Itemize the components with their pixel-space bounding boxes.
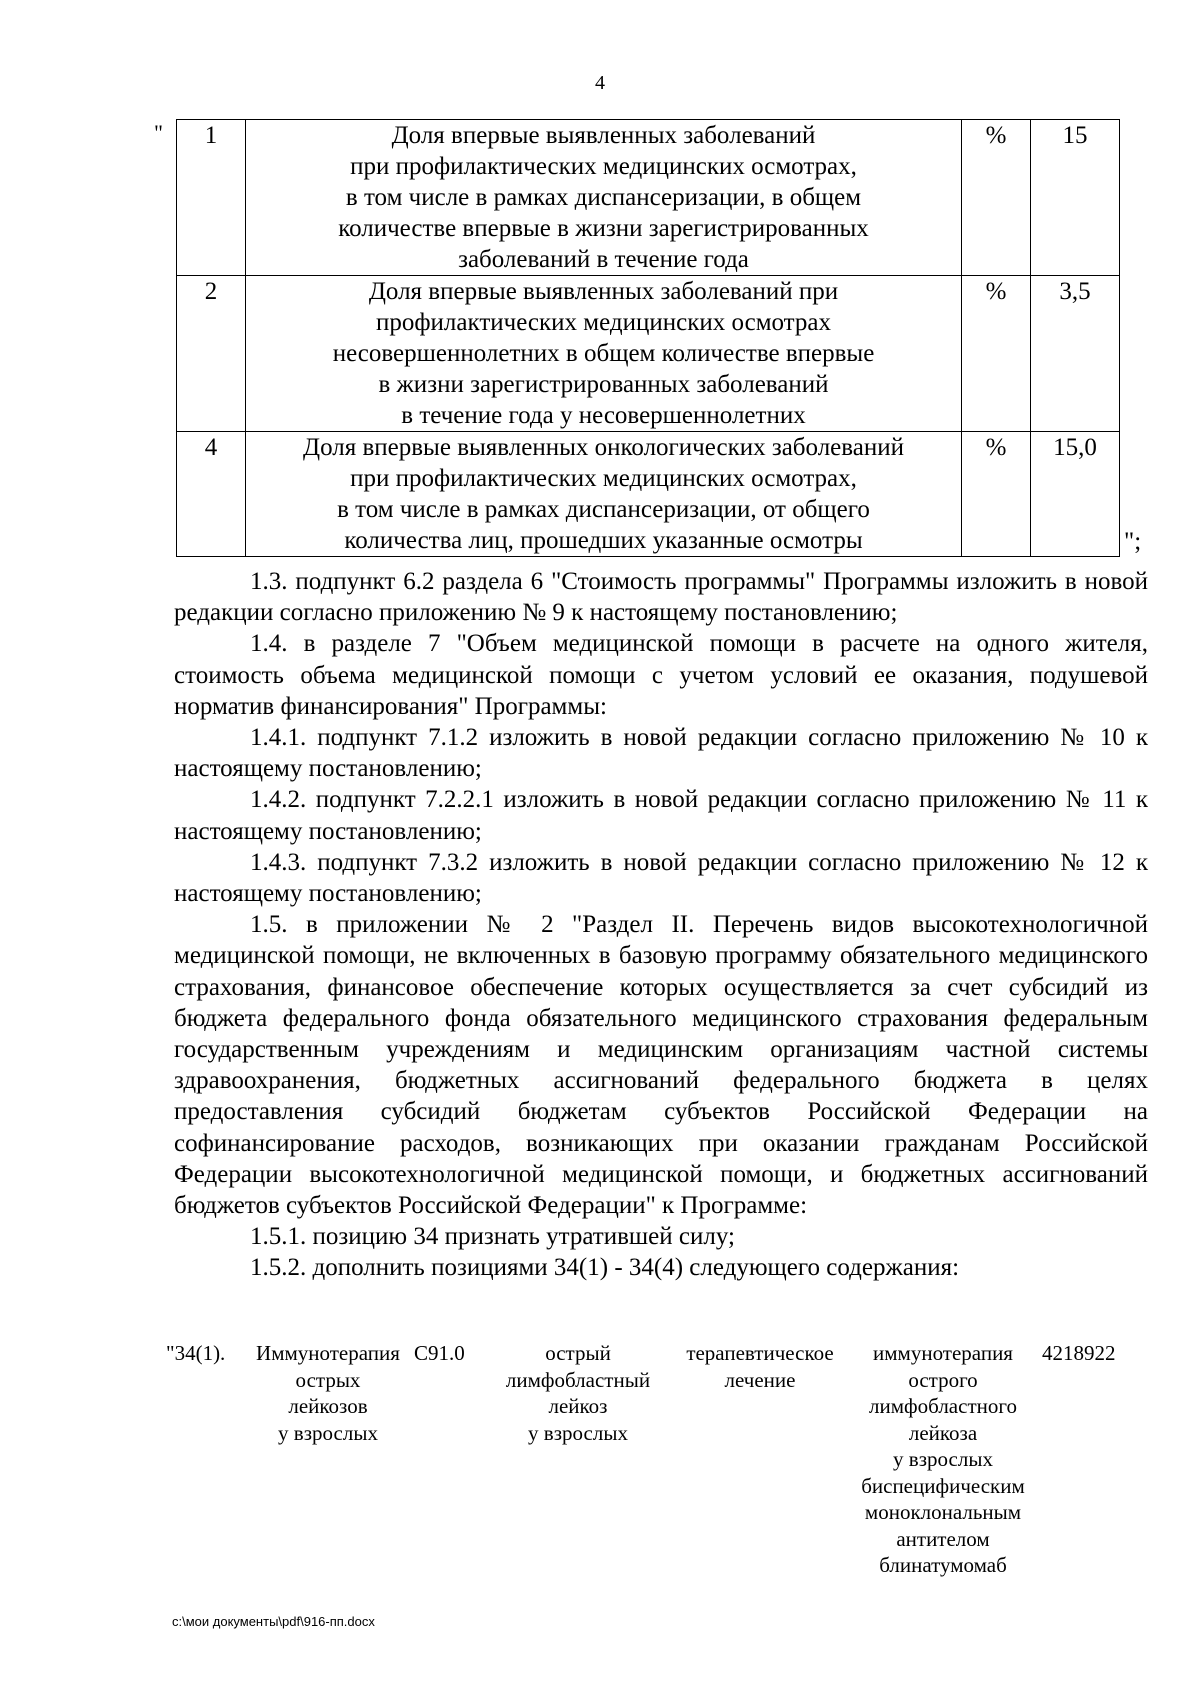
hvt-position-number: "34(1). [166, 1341, 226, 1365]
body-text [174, 566, 1148, 1284]
row-description [246, 120, 962, 276]
paragraph-1-5: 1.5. в приложении № 2 "Раздел II. Перечень видов высокотехнологичной медицинской помощи, не включенных в базовую программу обязательного медицинского страхования, финансовое обеспечение которых осуществляется за счет субсидий из бюджета федерального фонда обязательного медицинского страхования федеральным государственным учреждениям и медицинским организациям частной системы здравоохранения, бюджетных ассигнований федерального бюджета в целях предоставления субсидий бюджетам субъектов Российской Федерации на софинансирование расходов, возникающих при оказании гражданам Российской Федерации высокотехнологичной медицинской помощи, и бюджетных ассигнований бюджетов субъектов Российской Федерации" к Программе: [174, 911, 1148, 1220]
paragraph-1-4: 1.4. в разделе 7 "Объем медицинской помощи в расчете на одного жителя, стоимость объема медицинской помощи с учетом условий ее оказания, подушевой норматив финансирования" Программы: [174, 630, 1148, 720]
row-text: Доля впервые выявленных онкологических заболеваний при профилактических медицинских осмотрах, в том числе в рамках диспансеризации, от общего количества лиц, прошедших указанные осмотры [303, 434, 904, 554]
paragraph-1-5-2: 1.5.2. дополнить позициями 34(1) - 34(4) следующего содержания: [250, 1254, 960, 1282]
hvt-treatment-type: терапевтическое лечение [686, 1341, 834, 1392]
open-quote: " [154, 120, 163, 145]
row-description [246, 276, 962, 432]
table-row [177, 120, 1120, 276]
close-quote: "; [1124, 528, 1142, 555]
row-number: 2 [177, 276, 246, 432]
table-row [177, 276, 1120, 432]
row-unit: % [962, 276, 1031, 432]
row-text: Доля впервые выявленных заболеваний при профилактических медицинских осмотрах несовершеннолетних в общем количестве впервые в жизни зарегистрированных заболеваний в течение года у несовершеннолетних [332, 278, 875, 429]
hvt-cost: 4218922 [1042, 1341, 1116, 1365]
table-row [177, 432, 1120, 557]
row-value: 15,0 [1031, 432, 1120, 557]
row-value: 3,5 [1031, 276, 1120, 432]
paragraph-1-4-1: 1.4.1. подпункт 7.1.2 изложить в новой редакции согласно приложению № 10 к настоящему постановлению; [174, 724, 1148, 783]
row-value: 15 [1031, 120, 1120, 276]
hvt-name: Иммунотерапия острых лейкозов у взрослых [256, 1341, 400, 1445]
paragraph-1-3: 1.3. подпункт 6.2 раздела 6 "Стоимость программы" Программы изложить в новой редакции согласно приложению № 9 к настоящему постановлению; [174, 568, 1148, 627]
hvt-icd-code: C91.0 [414, 1341, 465, 1365]
row-number: 4 [177, 432, 246, 557]
paragraph-1-5-1: 1.5.1. позицию 34 признать утратившей силу; [250, 1223, 735, 1251]
hvt-treatment-method: иммунотерапия острого лимфобластного лейкоза у взрослых биспецифическим моноклональным антителом блинатумомаб [861, 1341, 1025, 1577]
paragraph-1-4-3: 1.4.3. подпункт 7.3.2 изложить в новой редакции согласно приложению № 12 к настоящему постановлению; [174, 848, 1148, 908]
page-number: 4 [595, 72, 605, 94]
hvt-disease-model: острый лимфобластный лейкоз у взрослых [505, 1341, 651, 1445]
file-path-footer: c:\мои документы\pdf\916-пп.docx [172, 1614, 375, 1629]
row-unit: % [962, 432, 1031, 557]
indicators-table [176, 119, 1120, 557]
row-unit: % [962, 120, 1031, 276]
row-number: 1 [177, 120, 246, 276]
paragraph-1-4-2: 1.4.2. подпункт 7.2.2.1 изложить в новой редакции согласно приложению № 11 к настоящему постановлению; [174, 786, 1148, 845]
row-text: Доля впервые выявленных заболеваний при профилактических медицинских осмотрах, в том числе в рамках диспансеризации, в общем количестве впервые в жизни зарегистрированных заболеваний в течение года [338, 122, 869, 273]
row-description [246, 432, 962, 557]
